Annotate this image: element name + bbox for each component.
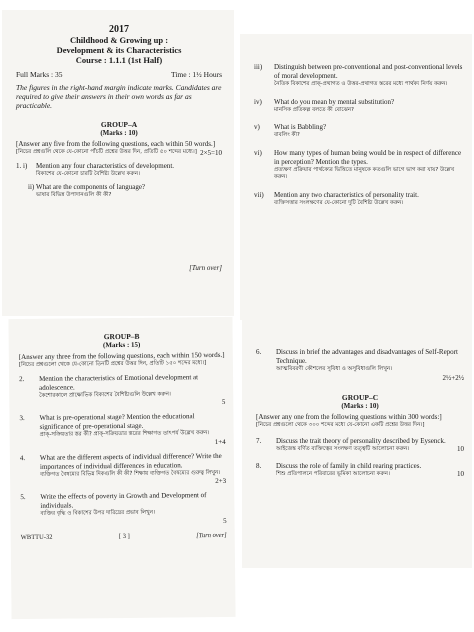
question-2 [19, 372, 225, 409]
paper-code: WBTTU-32 [20, 533, 53, 541]
group-b-instruction: [Answer any three from the following questions, each within 150 words.] [18, 350, 225, 362]
group-b-marks: (Marks : 15) [102, 340, 141, 350]
group-c-instruction: [Answer any one from the following questions within 300 words:] [256, 412, 442, 421]
question-text: Mention the characteristics of Emotional development at adolescence. [39, 372, 199, 392]
question-5 [20, 491, 226, 528]
question-number: vi) [254, 148, 262, 157]
exam-year: 2017 [109, 24, 129, 35]
question-text-bn: নৈতিক বিকাশের প্রাক্-প্রথাগত ও উত্তর-প্রথাগত স্তরের মধ্যে পার্থক্য নির্ণয় করুন। [274, 81, 448, 87]
question-text-bn: কৈশোরকালে প্রাক্ষোভিক বিকাশের বৈশিষ্ট্যগুলি উল্লেখ করুন। [39, 390, 171, 399]
question-text: Mention any two characteristics of personality trait. [274, 190, 419, 199]
question-marks: 10 [457, 445, 464, 453]
exam-instructions: The figures in the right-hand margin indicate marks. Candidates are required to give their answers in their own words as far as practicable. [16, 83, 222, 110]
question-1v [254, 123, 464, 140]
marks-time-row [16, 70, 222, 79]
question-number: 2. [19, 374, 25, 383]
question-1vi [254, 149, 464, 182]
question-4 [20, 451, 226, 488]
question-text-bn: প্রত্যক্ষণ প্রক্রিয়ার পার্থক্যের ভিত্তিতে মানুষকে কতগুলি ভাগে ভাগ করা যায়? উল্লেখ করুন। [274, 166, 455, 180]
group-b-heading: GROUP–B [103, 331, 140, 342]
question-1vii [254, 191, 464, 208]
question-text-bn: ব্যক্তিগত বৈষম্যের বিভিন্ন দিকগুলি কী কী? শিক্ষায় ব্যক্তিগত বৈষম্যের গুরুত্ব লিখুন। [40, 469, 221, 478]
question-text: What are the components of language? [36, 183, 146, 191]
question-text-bn: ব্যক্তিসত্তার সংলক্ষণের যে-কোনো দুটি বৈশিষ্ট্য উল্লেখ করুন। [274, 199, 404, 206]
question-6 [256, 348, 464, 383]
question-text: How many types of human being would be in respect of difference in perception? Mention the types. [274, 148, 462, 166]
question-text: Mention any four characteristics of development. [36, 161, 175, 170]
question-text: Discuss the role of family in child rearing practices. [276, 461, 422, 470]
group-a-heading: GROUP–A [100, 120, 138, 129]
question-text: Discuss the trait theory of personality described by Eysenck. [276, 437, 446, 445]
question-text-bn: ব্যক্তির বৃদ্ধি ও বিকাশের উপর দারিদ্রের প্রভাব লিখুন। [40, 509, 156, 517]
question-text-bn-row: শিশু প্রতিপালনে পরিবারের ভূমিকা আলোচনা করুন। 10 [276, 469, 464, 478]
course-code: Course : 1.1.1 (1st Half) [75, 55, 163, 65]
question-number: 3. [19, 414, 25, 423]
question-text-bn: প্রাক্-সক্রিয়তার স্তর কী? প্রাক্-সক্রিয়তার স্তরের শিক্ষাগত তাৎপর্য উল্লেখ করুন। [39, 430, 210, 438]
exam-page-2 [240, 34, 472, 320]
page-number: [ 3 ] [118, 532, 130, 540]
question-1i [16, 162, 222, 179]
question-number: 7. [256, 437, 262, 445]
question-number: vii) [254, 190, 264, 199]
question-marks: 2+3 [215, 476, 227, 486]
question-text-bn: মানসিক প্রতিকল্প বলতে কী বোঝেন? [274, 106, 354, 113]
question-text: What do you mean by mental substitution? [274, 97, 395, 106]
question-number: ii) [28, 183, 35, 191]
question-number: 8. [256, 461, 262, 470]
question-text-bn: ভাষার বিভিন্ন উপাদানগুলি কী কী? [36, 192, 112, 198]
time-limit: Time : 1½ Hours [171, 70, 222, 79]
question-text: Discuss in brief the advantages and disadvantages of Self-Report Technique. [276, 348, 458, 365]
question-7 [256, 437, 464, 454]
page-footer [21, 531, 227, 540]
group-c-marks: (Marks : 10) [341, 401, 379, 410]
question-text: Distinguish between pre-conventional and post-conventional levels of moral development. [274, 63, 463, 80]
question-8 [256, 462, 464, 479]
group-a-instruction-text: [Answer any five from the following questions, each within 50 words.] [16, 140, 216, 148]
question-number: 4. [19, 453, 26, 462]
question-marks: 10 [457, 469, 464, 478]
question-number: 6. [256, 348, 262, 356]
question-text: What is pre-operational stage? Mention the educational significance of pre-operational stage. [39, 412, 195, 431]
turn-over-label: [Turn over] [189, 263, 222, 272]
question-number: iii) [254, 63, 263, 71]
exam-page-1 [2, 10, 234, 316]
question-number: v) [254, 123, 260, 131]
question-number: 5. [20, 493, 26, 502]
full-marks: Full Marks : 35 [16, 70, 63, 79]
question-marks: 2½+2½ [442, 373, 464, 382]
exam-page-4 [242, 320, 472, 568]
group-c-heading: GROUP–C [341, 392, 379, 402]
question-text: What is Babbling? [274, 123, 327, 131]
question-text-bn: বিকাশের যে-কোনো চারটি বৈশিষ্ট্য উল্লেখ করুন। [36, 170, 140, 177]
question-1iv [254, 98, 464, 115]
group-a-instruction-bn: [নিচের প্রশ্নগুলি থেকে যে-কোনো পাঁচটি প্রশ্নের উত্তর দিন, প্রতিটি ৫০ শব্দের মধ্যে।] [16, 149, 197, 155]
question-1ii [16, 183, 222, 200]
question-number: 1. i) [16, 161, 28, 170]
paper-subtitle: Development & its Characteristics [56, 45, 182, 55]
question-marks: 5 [221, 397, 226, 406]
exam-page-3 [8, 317, 235, 619]
question-number: iv) [254, 97, 262, 106]
question-1iii [254, 63, 464, 89]
question-text: What are the different aspects of individual difference? Write the importances of individual differences in education. [39, 451, 222, 471]
turn-over-label: [Turn over] [196, 531, 227, 539]
question-text-bn: আত্মবিবরণী কৌশলের সুবিধা ও অসুবিধাগুলি লিখুন। [276, 366, 393, 372]
group-a-marks: (Marks : 10) [100, 129, 138, 137]
question-text-bn: বাবলিং কী? [274, 132, 300, 138]
question-text-bn-row: আইজেঙ্ক বর্ণিত ব্যক্তিত্বের সংলক্ষণ তত্ত্বটি আলোচনা করুন। 10 [276, 445, 464, 453]
question-marks: 1+4 [214, 437, 226, 446]
question-marks: 5 [223, 516, 227, 525]
group-a-instruction-marks: 2×5=10 [200, 149, 222, 157]
group-b-instruction-bn: [নিচের প্রশ্নগুলো থেকে যে-কোনো তিনটি প্রশ্নের উত্তর দিন, প্রতিটি ১৫০ শব্দের মধ্যে।] [18, 360, 207, 369]
paper-title: Childhood & Growing up : [69, 35, 169, 45]
question-text: Write the effects of poverty in Growth and Development of individuals. [40, 491, 207, 510]
question-3 [19, 412, 225, 449]
group-c-instruction-bn: [নিচের প্রশ্নগুলো থেকে ৩০০ শব্দের মধ্যে যে-কোনো একটি প্রশ্নের উত্তর দিন।] [256, 421, 425, 428]
